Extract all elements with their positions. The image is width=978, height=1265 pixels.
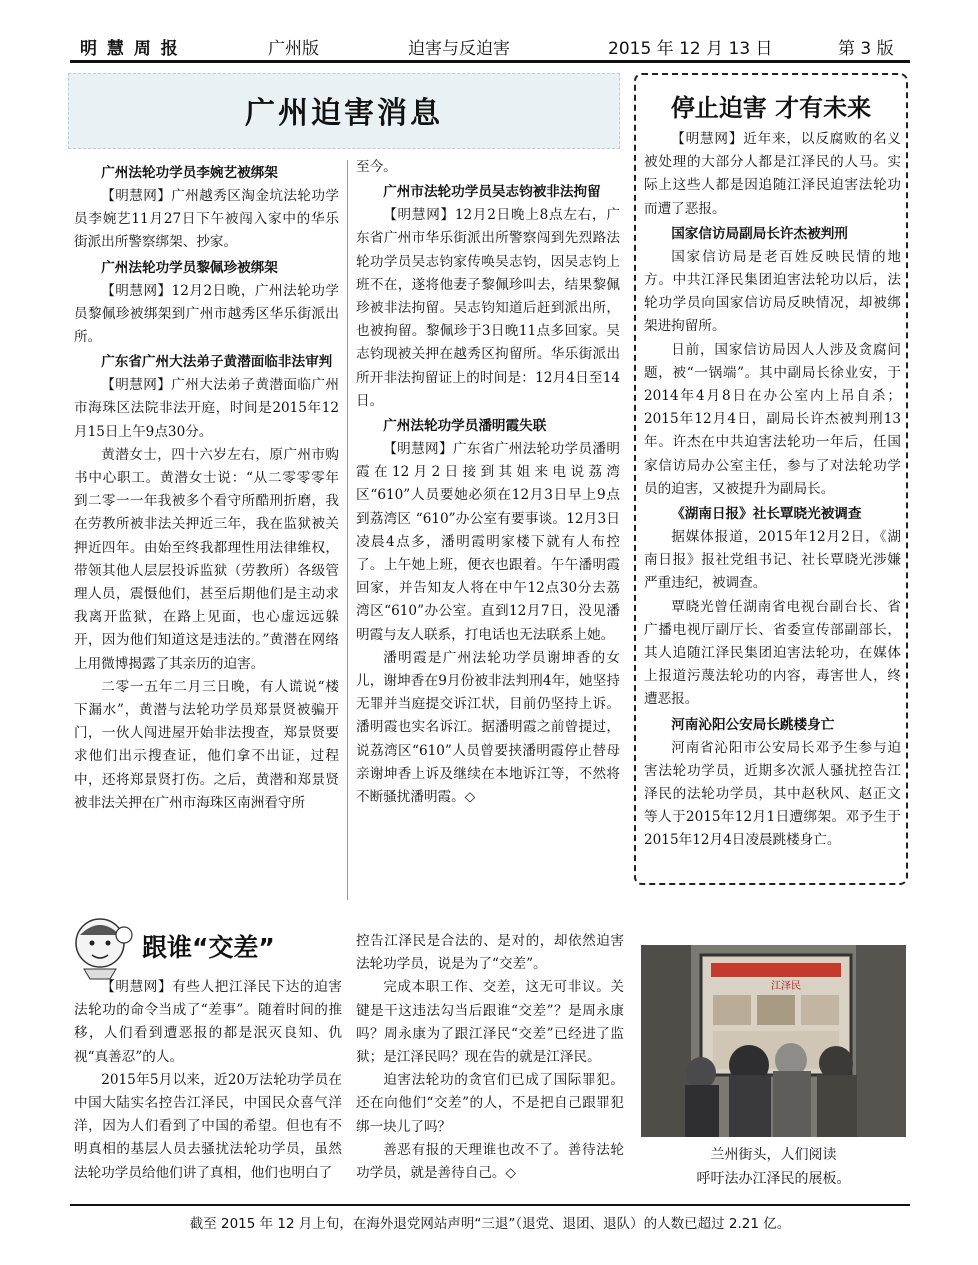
article-paragraph: 至今。: [356, 159, 397, 175]
article-headline: 国家信访局副局长许杰被判刑: [671, 225, 848, 242]
footer-note: 截至 2015 年 12 月上旬，在海外退党网站声明“三退”（退党、退团、退队）的人数已超过 2.21 亿。: [189, 1216, 791, 1232]
article-paragraph: 据媒体报道，2015年12月2日，《湖南日报》报社党组书记、社长覃晓光涉嫌严重违纪，被调查。: [644, 529, 901, 592]
article-paragraph: 迫害法轮功的贪官们已成了国际罪犯。还在向他们“交差”的人，不是把自己跟罪犯绑一块儿了吗？: [356, 1072, 624, 1135]
article-paragraph: 潘明霞是广州法轮功学员谢坤香的女儿，谢坤香在9月份被非法判刑4年，她坚持无罪并当庭提交诉江状，目前仍坚持上诉。潘明霞也实名诉江。据潘明霞之前曾提过，说荔湾区“610”人员曾要挟潘明霞停止替母亲谢坤香上诉及继续在本地诉江等，不然将不断骚扰潘明霞。◇: [356, 649, 620, 806]
banner-title: 广州迫害消息: [245, 96, 443, 131]
bottom-article-left: [74, 976, 342, 1185]
article-paragraph: 二零一五年二月三日晚，有人谎说“楼下漏水”，黄潜与法轮功学员郑景贤被骗开门，一伙人闯进屋开始非法搜查，郑景贤要求他们出示搜查证，他们拿不出证，过程中，还将郑景贤打伤。之后，黄潜和郑景贤被非法关押在广州市海珠区南洲看守所: [74, 678, 339, 811]
article-paragraph: 覃晓光曾任湖南省电视台副台长、省广播电视厅副厅长、省委宣传部副部长，其人追随江泽民集团迫害法轮功，在媒体上报道污蔑法轮功的内容，毒害世人，终遭恶报。: [644, 598, 901, 708]
article-headline: 广州市法轮功学员吴志钧被非法拘留: [383, 184, 601, 201]
bottom-article-title: 跟谁“交差”: [142, 933, 275, 962]
issue-date: 2015 年 12 月 13 日: [608, 39, 773, 59]
article-column-left: [74, 160, 339, 815]
column-divider: [347, 160, 348, 900]
article-paragraph: 完成本职工作、交差，这无可非议。关键是干这违法勾当后跟谁“交差”？是周永康吗？周永康为了跟江泽民“交差”已经进了监狱；是江泽民吗？现在告的就是江泽民。: [356, 979, 624, 1066]
article-paragraph: 【明慧网】有些人把江泽民下达的迫害法轮功的命令当成了“差事”。随着时间的推移，人们看到遭恶报的都是泯灭良知、仇视“真善忍”的人。: [74, 979, 342, 1065]
section-label: 迫害与反迫害: [408, 39, 510, 59]
footer-rule: [70, 1204, 910, 1206]
cartoon-illustration: [70, 913, 136, 981]
article-paragraph: 【明慧网】广州大法弟子黄潜面临广州市海珠区法院非法开庭，时间是2015年12月15日上午9点30分。: [74, 377, 339, 440]
article-paragraph: 善恶有报的天理谁也改不了。善待法轮功学员，就是善待自己。◇: [356, 1141, 624, 1182]
article-paragraph: 国家信访局是老百姓反映民情的地方。中共江泽民集团迫害法轮功以后，法轮功学员向国家信访局反映情况，却被绑架进拘留所。: [644, 248, 901, 335]
sidebar-column: [644, 128, 901, 853]
article-headline: 广州法轮功学员李婉艺被绑架: [101, 165, 278, 181]
article-headline: 广州法轮功学员潘明霞失联: [383, 418, 547, 435]
article-headline: 《湖南日报》社长覃晓光被调查: [671, 506, 862, 523]
bottom-article-right: [356, 930, 624, 1185]
article-paragraph: 【明慧网】广州越秀区淘金坑法轮功学员李婉艺11月27日下午被闯入家中的华乐街派出所警察绑架、抄家。: [74, 188, 339, 251]
caption-line-2: 呼吁法办江泽民的展板。: [696, 1171, 851, 1187]
photo-board-title: 江泽民: [771, 981, 801, 992]
street-photo: [641, 945, 906, 1137]
photo-caption: [641, 1143, 906, 1191]
edition-label: 广州版: [268, 39, 319, 59]
page-header: [72, 30, 912, 58]
article-headline: 广东省广州大法弟子黄潜面临非法审判: [101, 354, 333, 371]
article-paragraph: 【明慧网】广东省广州法轮功学员潘明霞在12月2日接到其姐来电说荔湾区“610”人员要她必须在12月3日早上9点到荔湾区 “610”办公室有要事谈。12月3日凌晨4点多，潘明霞明家楼下就有人布控了。上午她上班，便衣也跟着。午午潘明霞回家，并告知友人将在中午12点30分去荔湾区“610”办公室。直到12月7日，没见潘明霞与友人联系，打电话也无法联系上她。: [356, 441, 620, 643]
article-paragraph: 日前，国家信访局因人人涉及贪腐问题，被“一锅端”。其中副局长徐业安，于2014年4月8日在办公室内上吊自杀；2015年12月4日，副局长许杰被判刑13年。许杰在中共迫害法轮功一年后，任国家信访局办公室主任，参与了对法轮功学员的迫害，又被提升为副局长。: [644, 341, 901, 497]
article-paragraph: 【明慧网】12月2日晚上8点左右，广东省广州市华乐街派出所警察闯到先烈路法轮功学员吴志钧家传唤吴志钧，因吴志钧上班不在，遂将他妻子黎佩珍叫去，结果黎佩珍被非法拘留。吴志钧知道后赶到派出所，也被拘留。黎佩珍于3日晚11点多回家。吴志钧现被关押在越秀区拘留所。华乐街派出所开非法拘留证上的时间是：12月4日至14日。: [356, 207, 620, 409]
page-number: 第 3 版: [838, 39, 894, 59]
article-paragraph: 2015年5月以来，近20万法轮功学员在中国大陆实名控告江泽民，中国民众喜气洋洋，因为人们看到了中国的希望。但也有不明真相的基层人员去骚扰法轮功学员，虽然法轮功学员给他们讲了真相，他们也明白了: [74, 1071, 342, 1181]
article-paragraph: 【明慧网】12月2日晚，广州法轮功学员黎佩珍被绑架到广州市越秀区华乐街派出所。: [74, 282, 339, 346]
article-paragraph: 【明慧网】近年来，以反腐败的名义被处理的大部分人都是江泽民的人马。实际上这些人都是因追随江泽民迫害法轮功而遭了恶报。: [644, 131, 901, 217]
article-column-middle: [356, 156, 620, 809]
caption-line-1: 兰州街头，人们阅读: [710, 1147, 837, 1163]
article-paragraph: 黄潜女士，四十六岁左右，原广州市购书中心职工。黄潜女士说：“从二零零零年到二零一一年我被多个看守所酷刑折磨，我在劳教所被非法关押近三年，我在监狱被关押近四年。由始至终我都理性用法律维权，带领其他人层层投诉监狱（劳教所）各级管理人员，震慑他们，甚至后期他们是主动求我离开监狱，在路上见面，也心虚远远躲开，因为他们知道这是违法的。”黄潜在网络上用微博揭露了其亲历的迫害。: [74, 446, 339, 672]
masthead: 明 慧 周 报: [80, 39, 180, 59]
header-rule: [70, 60, 910, 63]
article-headline: 河南沁阳公安局长跳楼身亡: [671, 716, 835, 733]
sidebar-title: 停止迫害 才有未来: [670, 94, 872, 122]
article-headline: 广州法轮功学员黎佩珍被绑架: [101, 259, 278, 276]
article-paragraph: 控告江泽民是合法的、是对的，却依然迫害法轮功学员，说是为了“交差”。: [356, 933, 624, 973]
article-paragraph: 河南省沁阳市公安局长邓予生参与迫害法轮功学员，近期多次派人骚扰控告江泽民的法轮功学员，其中赵秋风、赵正文等人于2015年12月1日遭绑架。邓予生于2015年12月4日凌晨跳楼身亡。: [644, 739, 901, 849]
